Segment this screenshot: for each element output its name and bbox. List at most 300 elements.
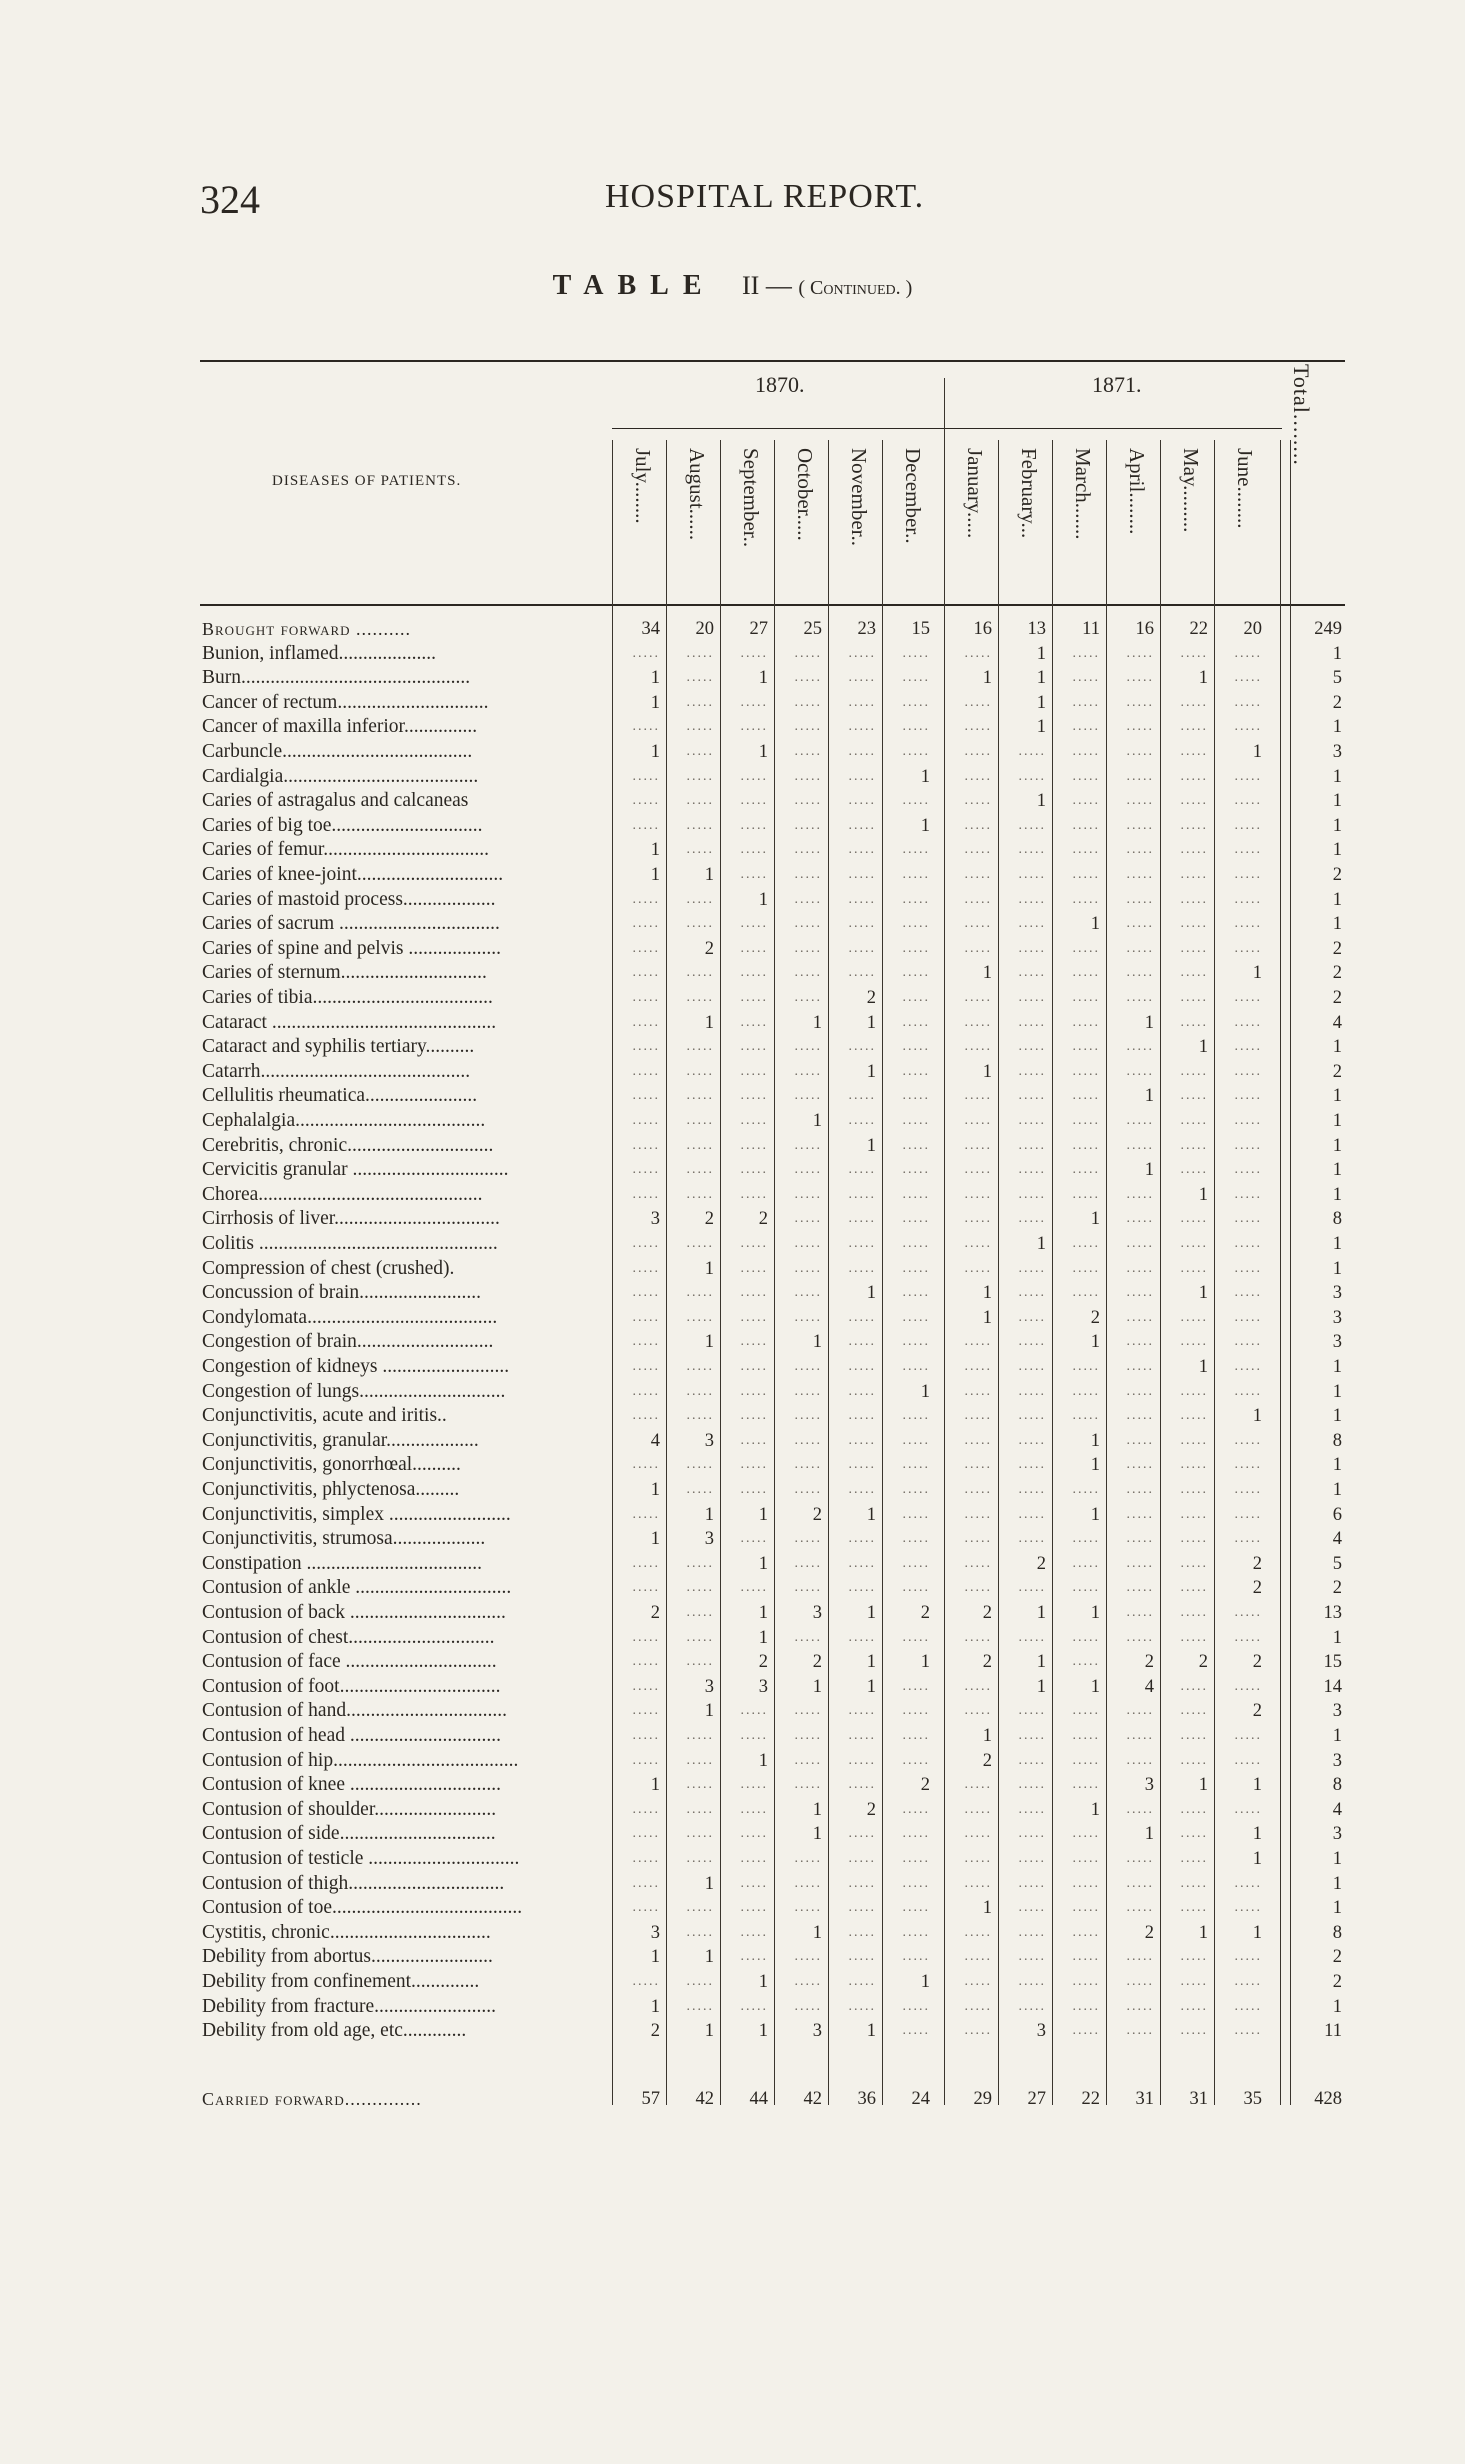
table-cell: 1 <box>1198 1185 1208 1205</box>
table-cell: ..... <box>1234 1728 1262 1743</box>
column-rule <box>828 440 829 2105</box>
table-cell: 1 <box>1144 1160 1154 1180</box>
table-cell: 1 <box>1036 1652 1046 1672</box>
table-cell: ..... <box>1234 1310 1262 1325</box>
table-cell: ..... <box>1072 818 1100 833</box>
row-total: 3 <box>1332 1701 1342 1721</box>
table-cell: ..... <box>848 769 876 784</box>
table-cell: ..... <box>1180 1630 1208 1645</box>
table-cell: ..... <box>686 670 714 685</box>
table-cell: ..... <box>794 1433 822 1448</box>
month-header: February... <box>1017 448 1041 539</box>
table-cell: ..... <box>1126 1359 1154 1374</box>
table-cell: ..... <box>964 867 992 882</box>
table-cell: ..... <box>1072 1654 1100 1669</box>
table-cell: ..... <box>848 1703 876 1718</box>
table-cell: ..... <box>1180 1556 1208 1571</box>
table-cell: ..... <box>964 2023 992 2038</box>
table-cell: ..... <box>740 1408 768 1423</box>
column-rule <box>1280 440 1281 2105</box>
table-cell: 4 <box>650 1431 660 1451</box>
row-label: Caries of knee-joint.............................. <box>202 864 504 885</box>
table-cell: 35 <box>1243 2089 1262 2109</box>
table-cell: ..... <box>794 1580 822 1595</box>
table-cell: ..... <box>902 695 930 710</box>
table-cell: ..... <box>740 1728 768 1743</box>
table-cell: ..... <box>740 1015 768 1030</box>
table-cell: ..... <box>1180 1310 1208 1325</box>
table-cell: ..... <box>848 1310 876 1325</box>
table-cell: 1 <box>758 668 768 688</box>
table-cell: 1 <box>812 1013 822 1033</box>
month-header: June........ <box>1233 448 1257 529</box>
table-cell: ..... <box>1018 1999 1046 2014</box>
table-cell: ..... <box>794 1457 822 1472</box>
table-cell: ..... <box>1126 1556 1154 1571</box>
table-cell: ..... <box>1234 1802 1262 1817</box>
table-cell: ..... <box>1234 1630 1262 1645</box>
table-cell: ..... <box>964 769 992 784</box>
table-cell: ..... <box>1126 1113 1154 1128</box>
table-cell: 42 <box>803 2089 822 2109</box>
year-divider-rule <box>612 428 1282 429</box>
month-header: March....... <box>1071 448 1095 540</box>
row-label: Congestion of kidneys .......................... <box>202 1356 510 1377</box>
running-title: HOSPITAL REPORT. <box>605 178 925 215</box>
table-cell: ..... <box>1018 1802 1046 1817</box>
table-cell: 1 <box>982 1062 992 1082</box>
table-cell: 1 <box>1090 1455 1100 1475</box>
table-cell: ..... <box>632 1507 660 1522</box>
table-cell: ..... <box>686 1285 714 1300</box>
row-label: Debility from abortus......................... <box>202 1946 493 1967</box>
table-cell: ..... <box>964 719 992 734</box>
table-cell: ..... <box>1180 1802 1208 1817</box>
total-column-header: Total........ <box>1289 364 1314 466</box>
month-header: May......... <box>1179 448 1203 533</box>
table-cell: ..... <box>1180 1507 1208 1522</box>
table-cell: 1 <box>704 1701 714 1721</box>
row-total: 14 <box>1323 1677 1342 1697</box>
table-cell: 2 <box>758 1209 768 1229</box>
table-cell: ..... <box>848 1777 876 1792</box>
row-total: 1 <box>1332 1849 1342 1869</box>
row-total: 1 <box>1332 1185 1342 1205</box>
table-cell: 1 <box>982 1726 992 1746</box>
table-cell: ..... <box>848 1457 876 1472</box>
table-cell: ..... <box>1180 646 1208 661</box>
table-cell: 1 <box>1198 1283 1208 1303</box>
row-total: 4 <box>1332 1013 1342 1033</box>
table-cell: ..... <box>1072 1703 1100 1718</box>
table-cell: ..... <box>740 842 768 857</box>
table-cell: ..... <box>740 1949 768 1964</box>
table-cell: ..... <box>740 1261 768 1276</box>
table-cell: ..... <box>964 1949 992 1964</box>
row-total: 1 <box>1332 767 1342 787</box>
table-cell: ..... <box>686 1556 714 1571</box>
table-cell: 1 <box>650 668 660 688</box>
column-rule <box>774 440 775 2105</box>
table-cell: ..... <box>1234 646 1262 661</box>
table-cell: 1 <box>812 1677 822 1697</box>
row-label: Compression of chest (crushed). <box>202 1258 455 1279</box>
table-cell: ..... <box>740 1925 768 1940</box>
table-cell: ..... <box>902 1999 930 2014</box>
table-cell: 1 <box>1252 1775 1262 1795</box>
table-cell: ..... <box>794 695 822 710</box>
row-total: 15 <box>1323 1652 1342 1672</box>
table-cell: ..... <box>794 769 822 784</box>
table-cell: 3 <box>650 1209 660 1229</box>
row-label: Contusion of knee ............................... <box>202 1774 501 1795</box>
table-cell: ..... <box>1126 1384 1154 1399</box>
table-cell: 22 <box>1081 2089 1100 2109</box>
table-cell: ..... <box>740 1064 768 1079</box>
table-cell: ..... <box>902 867 930 882</box>
table-cell: ..... <box>964 1334 992 1349</box>
table-cell: ..... <box>686 744 714 759</box>
table-cell: ..... <box>1072 719 1100 734</box>
table-cell: ..... <box>1018 1408 1046 1423</box>
table-cell: ..... <box>848 1187 876 1202</box>
table-cell: ..... <box>964 1482 992 1497</box>
table-cell: 1 <box>1090 1209 1100 1229</box>
table-cell: ..... <box>1126 842 1154 857</box>
table-cell: ..... <box>794 646 822 661</box>
table-cell: ..... <box>1180 1876 1208 1891</box>
table-cell: ..... <box>1126 1703 1154 1718</box>
table-cell: 2 <box>982 1603 992 1623</box>
table-cell: ..... <box>1126 1334 1154 1349</box>
table-cell: ..... <box>902 1826 930 1841</box>
table-cell: ..... <box>686 1113 714 1128</box>
table-cell: ..... <box>1018 1777 1046 1792</box>
row-label: Congestion of lungs.............................. <box>202 1381 506 1402</box>
table-cell: ..... <box>740 1999 768 2014</box>
table-cell: ..... <box>848 1384 876 1399</box>
table-cell: ..... <box>902 1310 930 1325</box>
table-cell: ..... <box>1126 1580 1154 1595</box>
table-cell: ..... <box>1126 1457 1154 1472</box>
table-cell: 1 <box>758 1554 768 1574</box>
table-cell: ..... <box>1072 646 1100 661</box>
table-cell: ..... <box>632 1679 660 1694</box>
table-cell: ..... <box>1234 1876 1262 1891</box>
table-cell: ..... <box>686 1974 714 1989</box>
table-cell: ..... <box>1072 1777 1100 1792</box>
table-cell: ..... <box>686 916 714 931</box>
table-cell: ..... <box>1018 1703 1046 1718</box>
row-total: 8 <box>1332 1209 1342 1229</box>
table-cell: ..... <box>1126 1949 1154 1964</box>
table-cell: ..... <box>794 719 822 734</box>
table-cell: ..... <box>794 1728 822 1743</box>
table-cell: ..... <box>848 1211 876 1226</box>
table-cell: 2 <box>1036 1554 1046 1574</box>
table-cell: ..... <box>902 1531 930 1546</box>
table-cell: ..... <box>1126 769 1154 784</box>
table-cell: ..... <box>1126 1802 1154 1817</box>
row-total: 1 <box>1332 1086 1342 1106</box>
table-cell: ..... <box>740 1162 768 1177</box>
row-label: Brought forward .......... <box>202 619 412 639</box>
table-cell: 16 <box>1135 619 1154 639</box>
table-cell: 1 <box>920 1382 930 1402</box>
table-cell: ..... <box>902 1162 930 1177</box>
table-cell: ..... <box>794 1777 822 1792</box>
table-cell: ..... <box>1072 1064 1100 1079</box>
table-cell: 2 <box>982 1751 992 1771</box>
table-cell: ..... <box>964 1802 992 1817</box>
table-cell: 2 <box>1144 1652 1154 1672</box>
row-total: 1 <box>1332 840 1342 860</box>
table-cell: 20 <box>1243 619 1262 639</box>
table-cell: ..... <box>902 1457 930 1472</box>
table-cell: ..... <box>632 1974 660 1989</box>
table-cell: 11 <box>1082 619 1100 639</box>
table-cell: ..... <box>1234 1285 1262 1300</box>
table-cell: ..... <box>686 1408 714 1423</box>
row-total: 1 <box>1332 1406 1342 1426</box>
row-total: 11 <box>1324 2021 1342 2041</box>
table-cell: 24 <box>911 2089 930 2109</box>
table-cell: 13 <box>1027 619 1046 639</box>
row-total: 1 <box>1332 1160 1342 1180</box>
table-cell: ..... <box>1018 1088 1046 1103</box>
table-cell: ..... <box>1018 769 1046 784</box>
table-cell: ..... <box>964 1359 992 1374</box>
table-cell: ..... <box>740 1285 768 1300</box>
month-header: July........ <box>631 448 655 524</box>
table-cell: 34 <box>641 619 660 639</box>
table-cell: 3 <box>758 1677 768 1697</box>
table-cell: ..... <box>964 1162 992 1177</box>
table-cell: ..... <box>902 1556 930 1571</box>
table-cell: ..... <box>794 1851 822 1866</box>
table-cell: ..... <box>902 1753 930 1768</box>
row-label: Cellulitis rheumatica....................... <box>202 1085 478 1106</box>
table-cell: ..... <box>686 1384 714 1399</box>
table-cell: ..... <box>902 2023 930 2038</box>
row-label: Contusion of testicle ............................... <box>202 1848 520 1869</box>
table-cell: ..... <box>740 916 768 931</box>
table-cell: 1 <box>1252 1849 1262 1869</box>
table-cell: ..... <box>848 646 876 661</box>
row-label: Carried forward.............. <box>202 2089 422 2109</box>
table-cell: ..... <box>848 1482 876 1497</box>
row-label: Caries of spine and pelvis ................... <box>202 938 501 959</box>
table-cell: ..... <box>1180 744 1208 759</box>
table-title <box>0 270 1465 302</box>
table-cell: ..... <box>1180 1580 1208 1595</box>
table-cell: ..... <box>964 1826 992 1841</box>
table-cell: ..... <box>1126 941 1154 956</box>
table-cell: ..... <box>1072 1531 1100 1546</box>
table-cell: ..... <box>1018 916 1046 931</box>
table-cell: ..... <box>740 695 768 710</box>
table-cell: 3 <box>812 2021 822 2041</box>
table-cell: ..... <box>902 1334 930 1349</box>
table-cell: ..... <box>1234 2023 1262 2038</box>
table-cell: ..... <box>794 1138 822 1153</box>
table-cell: ..... <box>902 1925 930 1940</box>
row-total: 2 <box>1332 988 1342 1008</box>
table-cell: ..... <box>1234 1433 1262 1448</box>
table-cell: ..... <box>1180 1384 1208 1399</box>
row-total: 1 <box>1332 1259 1342 1279</box>
table-cell: 1 <box>1252 742 1262 762</box>
table-cell: ..... <box>902 1482 930 1497</box>
table-cell: ..... <box>964 793 992 808</box>
table-cell: ..... <box>964 1433 992 1448</box>
table-cell: ..... <box>686 1310 714 1325</box>
table-cell: ..... <box>848 1876 876 1891</box>
table-cell: ..... <box>1234 1334 1262 1349</box>
row-total: 13 <box>1323 1603 1342 1623</box>
table-cell: ..... <box>902 1359 930 1374</box>
table-cell: ..... <box>902 1236 930 1251</box>
table-cell: ..... <box>848 1261 876 1276</box>
table-cell: ..... <box>964 1851 992 1866</box>
row-label: Contusion of ankle ................................ <box>202 1577 512 1598</box>
table-cell: ..... <box>1072 1113 1100 1128</box>
table-cell: ..... <box>740 1703 768 1718</box>
table-cell: 1 <box>758 1628 768 1648</box>
table-cell: 1 <box>704 2021 714 2041</box>
table-cell: ..... <box>632 941 660 956</box>
table-cell: 1 <box>1090 1677 1100 1697</box>
table-cell: 1 <box>650 742 660 762</box>
table-cell: ..... <box>632 1384 660 1399</box>
table-cell: 27 <box>749 619 768 639</box>
table-cell: ..... <box>1126 916 1154 931</box>
table-cell: ..... <box>1180 990 1208 1005</box>
table-cell: ..... <box>1072 1162 1100 1177</box>
table-cell: ..... <box>1234 867 1262 882</box>
table-cell: ..... <box>794 818 822 833</box>
column-rule <box>612 440 613 2105</box>
table-cell: ..... <box>686 1359 714 1374</box>
table-cell: 1 <box>758 2021 768 2041</box>
table-cell: ..... <box>794 1900 822 1915</box>
table-cell: ..... <box>1234 1531 1262 1546</box>
table-cell: ..... <box>686 695 714 710</box>
table-cell: ..... <box>1126 1851 1154 1866</box>
row-total: 1 <box>1332 1997 1342 2017</box>
table-cell: ..... <box>740 1900 768 1915</box>
table-cell: ..... <box>848 818 876 833</box>
table-cell: ..... <box>632 1162 660 1177</box>
row-label: Caries of big toe............................... <box>202 815 483 836</box>
table-cell: ..... <box>1072 670 1100 685</box>
row-total: 249 <box>1314 619 1342 639</box>
table-cell: ..... <box>794 1384 822 1399</box>
table-cell: ..... <box>794 867 822 882</box>
table-cell: 1 <box>1198 1775 1208 1795</box>
table-cell: ..... <box>902 941 930 956</box>
table-cell: ..... <box>1126 1630 1154 1645</box>
table-cell: ..... <box>740 965 768 980</box>
table-cell: ..... <box>848 1113 876 1128</box>
row-label: Conjunctivitis, simplex ......................... <box>202 1504 511 1525</box>
table-cell: ..... <box>794 916 822 931</box>
row-label: Burn............................................... <box>202 667 471 688</box>
table-cell: ..... <box>1018 1039 1046 1054</box>
table-cell: ..... <box>1018 1826 1046 1841</box>
table-cell: ..... <box>1234 1138 1262 1153</box>
row-label: Constipation .................................... <box>202 1553 483 1574</box>
table-cell: ..... <box>1180 1015 1208 1030</box>
table-cell: ..... <box>1126 1408 1154 1423</box>
row-total: 1 <box>1332 1726 1342 1746</box>
table-cell: ..... <box>1234 1482 1262 1497</box>
row-total: 1 <box>1332 1111 1342 1131</box>
table-cell: ..... <box>686 892 714 907</box>
table-cell: ..... <box>632 769 660 784</box>
table-cell: ..... <box>1018 1728 1046 1743</box>
table-cell: ..... <box>632 916 660 931</box>
row-label: Cephalalgia....................................... <box>202 1110 486 1131</box>
table-cell: ..... <box>848 670 876 685</box>
table-cell: ..... <box>686 1162 714 1177</box>
table-cell: ..... <box>632 1556 660 1571</box>
table-cell: ..... <box>964 842 992 857</box>
table-cell: ..... <box>1072 1556 1100 1571</box>
table-cell: ..... <box>740 1777 768 1792</box>
table-cell: ..... <box>686 646 714 661</box>
table-cell: ..... <box>686 1630 714 1645</box>
table-cell: 23 <box>857 619 876 639</box>
row-total: 428 <box>1314 2089 1342 2109</box>
table-cell: 1 <box>920 1972 930 1992</box>
page-number: 324 <box>200 177 260 222</box>
table-cell: ..... <box>740 1310 768 1325</box>
table-cell: ..... <box>1072 793 1100 808</box>
table-cell: ..... <box>686 719 714 734</box>
table-cell: ..... <box>964 1261 992 1276</box>
row-label: Conjunctivitis, acute and iritis.. <box>202 1405 447 1426</box>
row-total: 8 <box>1332 1431 1342 1451</box>
table-cell: ..... <box>740 793 768 808</box>
row-label: Contusion of back ................................ <box>202 1602 506 1623</box>
table-cell: 1 <box>1090 914 1100 934</box>
row-total: 1 <box>1332 1628 1342 1648</box>
row-label: Contusion of side................................ <box>202 1823 496 1844</box>
table-cell: ..... <box>1234 1113 1262 1128</box>
table-cell: ..... <box>794 1482 822 1497</box>
table-cell: ..... <box>740 1580 768 1595</box>
table-cell: ..... <box>964 1999 992 2014</box>
column-rule <box>882 440 883 2105</box>
table-cell: ..... <box>686 1236 714 1251</box>
table-cell: ..... <box>902 916 930 931</box>
table-cell: ..... <box>740 867 768 882</box>
table-cell: ..... <box>1234 1015 1262 1030</box>
column-rule <box>998 440 999 2105</box>
table-cell: 2 <box>812 1505 822 1525</box>
table-cell: ..... <box>1018 1482 1046 1497</box>
row-total: 2 <box>1332 693 1342 713</box>
table-cell: 1 <box>704 1947 714 1967</box>
row-label: Cancer of maxilla inferior............... <box>202 716 478 737</box>
table-cell: 1 <box>650 693 660 713</box>
table-cell: ..... <box>902 1285 930 1300</box>
row-total: 3 <box>1332 1283 1342 1303</box>
table-cell: 1 <box>1036 693 1046 713</box>
table-cell: ..... <box>848 965 876 980</box>
table-cell: 1 <box>1090 1505 1100 1525</box>
